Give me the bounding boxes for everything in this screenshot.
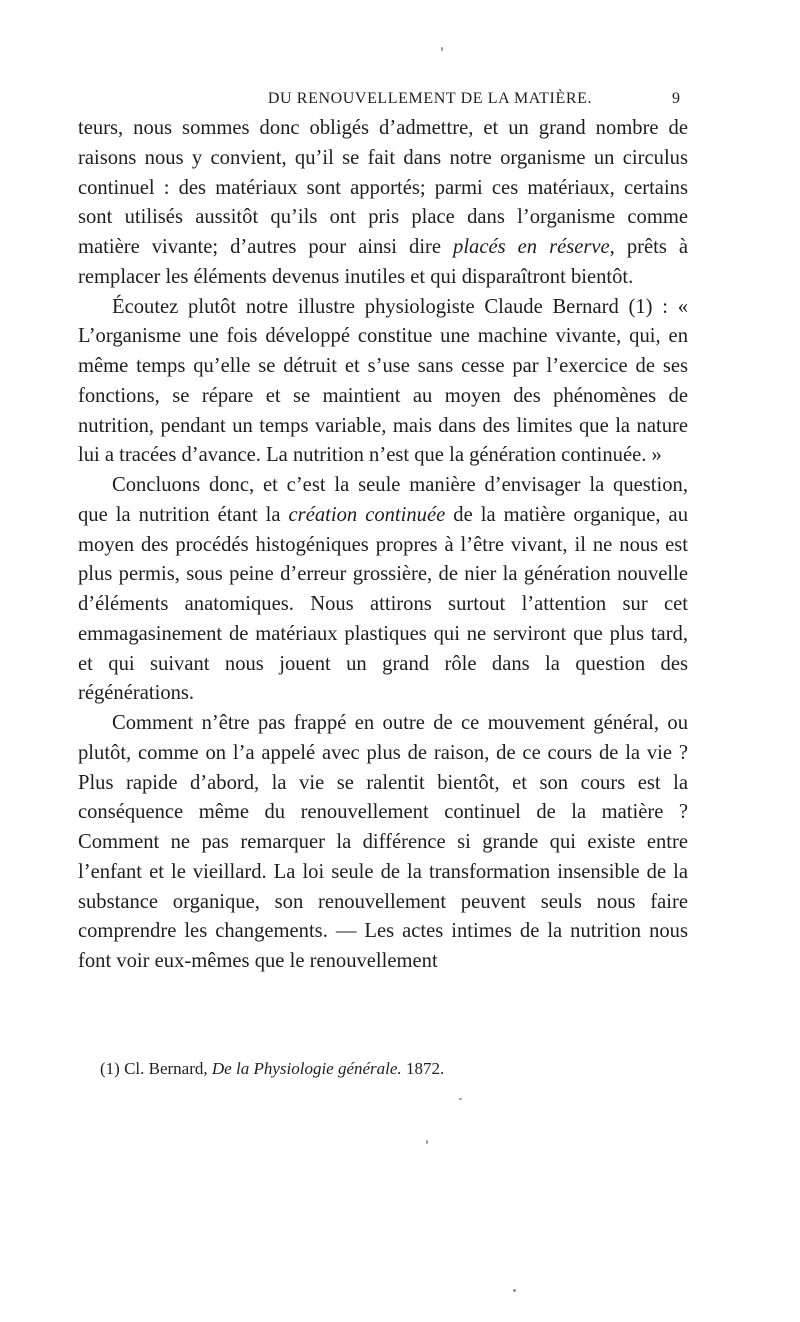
footnote-year: 1872. (405, 1059, 445, 1078)
paragraph (78, 114, 688, 293)
paragraph: Écoutez plutôt notre illustre physiologiste Claude Bernard (1) : « L’organisme une fois développé constitue une machine vivante, qui, en même temps qu’elle se détruit et s’use sans cesse par l’exercice de ses fonctions, se répare et se maintient au moyen des phénomènes de nutrition, pendant un temps variable, mais dans des limites que la nature lui a tracées d’avance. La nutrition n’est que la génération continuée. » (78, 295, 688, 467)
italic-phrase: placés en réserve (453, 236, 610, 258)
speck (441, 47, 443, 51)
page-number: 9 (672, 90, 680, 107)
speck (513, 1289, 516, 1292)
running-header (200, 90, 660, 112)
footnote-marker: (1) (100, 1059, 120, 1078)
body-text (78, 114, 688, 977)
text-run: de la matière organique, au moyen des procédés histogéniques propres à l’être vivant, il ne nous est plus permis, sous peine d’erreur grossière, de nier la génération nouvelle d’éléments anatomiques. Nous attirons surtout l’attention sur cet emmagasinement de matériaux plastiques qui ne serviront que plus tard, et qui suivant nous jouent un grand rôle dans la question des régénérations. (78, 503, 688, 705)
footnote-author: Cl. Bernard, (124, 1059, 208, 1078)
speck (426, 1140, 428, 1144)
footnote-title: De la Physiologie générale. (211, 1059, 402, 1078)
running-title: DU RENOUVELLEMENT DE LA MATIÈRE. (267, 90, 593, 107)
text-run: , prêts à remplacer les éléments devenus inutiles et qui disparaîtront bientôt. (78, 236, 688, 288)
text-run: Concluons donc, et c’est la seule manière d’envisager la question, que la nutrition étant la (78, 474, 688, 526)
footnote (100, 1058, 680, 1080)
text-run: teurs, nous sommes donc obligés d’admettre, et un grand nombre de raisons nous y convient, qu’il se fait dans notre organisme un circulus continuel : des matériaux sont apportés; parmi ces matériaux, certains sont utilisés aussitôt qu’ils ont pris place dans l’organisme comme matière vivante; d’autres pour ainsi dire (78, 117, 688, 258)
italic-phrase: création continuée (288, 503, 446, 526)
paragraph: Comment n’être pas frappé en outre de ce mouvement général, ou plutôt, comme on l’a appelé avec plus de raison, de ce cours de la vie ? Plus rapide d’abord, la vie se ralentit bientôt, et son cours est la conséquence même du renouvellement continuel de la matière ? Comment ne pas remarquer la différence si grande qui existe entre l’enfant et le vieillard. La loi seule de la transformation insensible de la substance organique, son renouvellement peuvent seuls nous faire comprendre les changements. — Les actes intimes de la nutrition nous font voir eux-mêmes que le renouvellement (78, 712, 688, 972)
speck (459, 1098, 462, 1100)
paragraph (78, 471, 688, 709)
